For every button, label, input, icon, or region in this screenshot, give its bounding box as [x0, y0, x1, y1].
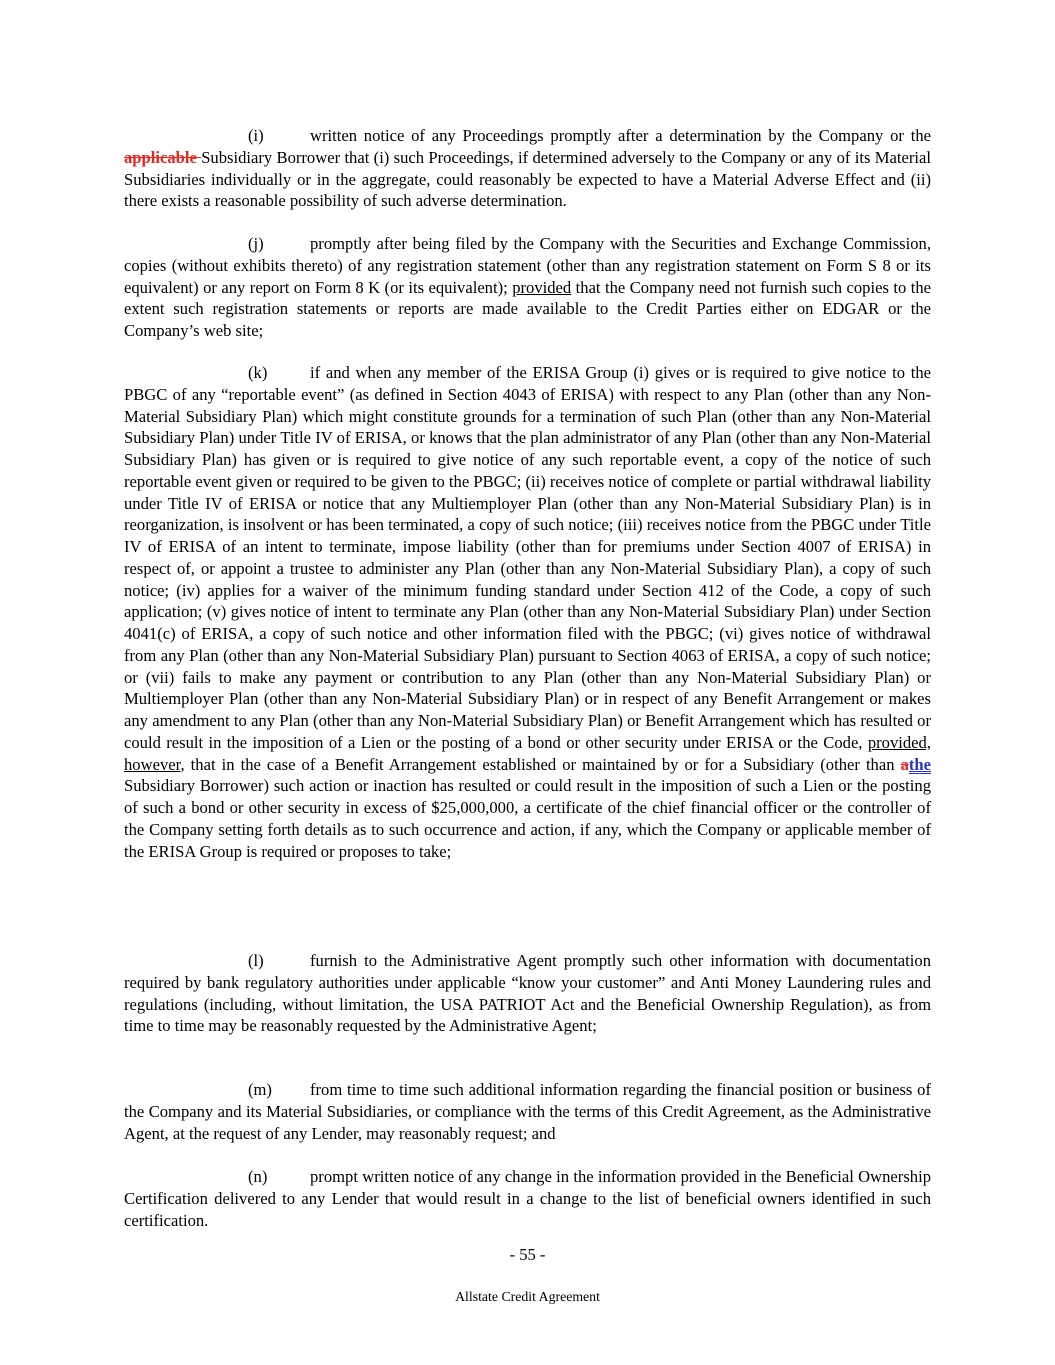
paragraph-label: (l) [248, 951, 264, 970]
underlined-term: however [124, 754, 181, 774]
paragraph-j: (j) promptly after being filed by the Company with the Securities and Exchange Commission, copies (without exhibits thereto) of any registration statement (other than any registration statement on Form S 8 or its equivalent) or any report on Form 8 K (or its equivalent); provided that the Company need not furnish such copies to the extent such registration statements or reports are made available to the Credit Parties either on EDGAR or the Company’s web site; [124, 234, 931, 340]
deleted-text: applicable [124, 147, 202, 167]
page-number: - 55 - [509, 1245, 546, 1264]
underlined-term: provided, [867, 732, 931, 752]
deleted-text: a [900, 754, 909, 774]
paragraph-label: (j) [248, 234, 264, 253]
paragraph-i: (i) written notice of any Proceedings promptly after a determination by the Company or the applicable Subsidiary Borrower that (i) such Proceedings, if determined adversely to the Company or any of its Material Subsidiaries individually or in the aggregate, could reasonably be expected to have a Material Adverse Effect and (ii) there exists a reasonable possibility of such adverse determination. [124, 126, 931, 211]
footer: Allstate Credit Agreement [455, 1289, 600, 1304]
underlined-term: provided [512, 277, 572, 297]
paragraph-label: (k) [248, 363, 268, 382]
paragraph-n: (n) prompt written notice of any change in the information provided in the Beneficial Ownership Certification delivered to any Lender that would result in a change to the list of beneficial owners identified in such certification. [124, 1167, 931, 1230]
inserted-text: the [908, 754, 931, 774]
paragraph-label: (m) [248, 1080, 272, 1099]
paragraph-label: (n) [248, 1167, 268, 1186]
paragraph-label: (i) [248, 126, 264, 145]
paragraph-m: (m) from time to time such additional information regarding the financial position or business of the Company and its Material Subsidiaries, or compliance with the terms of this Credit Agreement, as the Administrative Agent, at the request of any Lender, may reasonably request; and [124, 1080, 931, 1143]
paragraph-k: (k) if and when any member of the ERISA Group (i) gives or is required to give notice to the PBGC of any “reportable event” (as defined in Section 4043 of ERISA) with respect to any Plan (other than any Non-Material Subsidiary Plan) which might constitute grounds for a termination of such Plan (other than any Non-Material Subsidiary Plan) under Title IV of ERISA, or knows that the plan administrator of any Plan (other than any Non-Material Subsidiary Plan) has given or is required to give notice of any such reportable event, a copy of the notice of such reportable event given or required to be given to the PBGC; (ii) receives notice of complete or partial withdrawal liability under Title IV of ERISA or notice that any Multiemployer Plan (other than any Non-Material Subsidiary Plan) is in reorganization, is insolvent or has been terminated, a copy of such notice; (iii) receives notice from the PBGC under Title IV of ERISA of an intent to terminate, impose liability (other than for premiums under Section 4007 of ERISA) in respect of, or appoint a trustee to administer any Plan (other than any Non-Material Subsidiary Plan), a copy of such notice; (iv) applies for a waiver of the minimum funding standard under Section 412 of the Code, a copy of such application; (v) gives notice of intent to terminate any Plan (other than any Non-Material Subsidiary Plan) under Section 4041(c) of ERISA, a copy of such notice and other information filed with the PBGC; (vi) gives notice of withdrawal from any Plan (other than any Non-Material Subsidiary Plan) pursuant to Section 4063 of ERISA, a copy of such notice; or (vii) fails to make any payment or contribution to any Plan (other than any Non-Material Subsidiary Plan) or Multiemployer Plan (other than any Non-Material Subsidiary Plan) or in respect of any Benefit Arrangement or makes any amendment to any Plan (other than any Non-Material Subsidiary Plan) or Benefit Arrangement which has resulted or could result in the imposition of a Lien or the posting of a bond or other security under ERISA or the Code, provided, however, that in the case of a Benefit Arrangement established or maintained by or for a Subsidiary (other than athe Subsidiary Borrower) such action or inaction has resulted or could result in the imposition of such a Lien or the posting of such a bond or other security in excess of $25,000,000, a certificate of the chief financial officer or the controller of the Company setting forth details as to such occurrence and action, if any, which the Company or applicable member of the ERISA Group is required or proposes to take; [124, 363, 931, 861]
paragraph-l: (l) furnish to the Administrative Agent promptly such other information with documentation required by bank regulatory authorities under applicable “know your customer” and Anti Money Laundering rules and regulations (including, without limitation, the USA PATRIOT Act and the Beneficial Ownership Regulation), as from time to time may be reasonably requested by the Administrative Agent; [124, 951, 931, 1036]
